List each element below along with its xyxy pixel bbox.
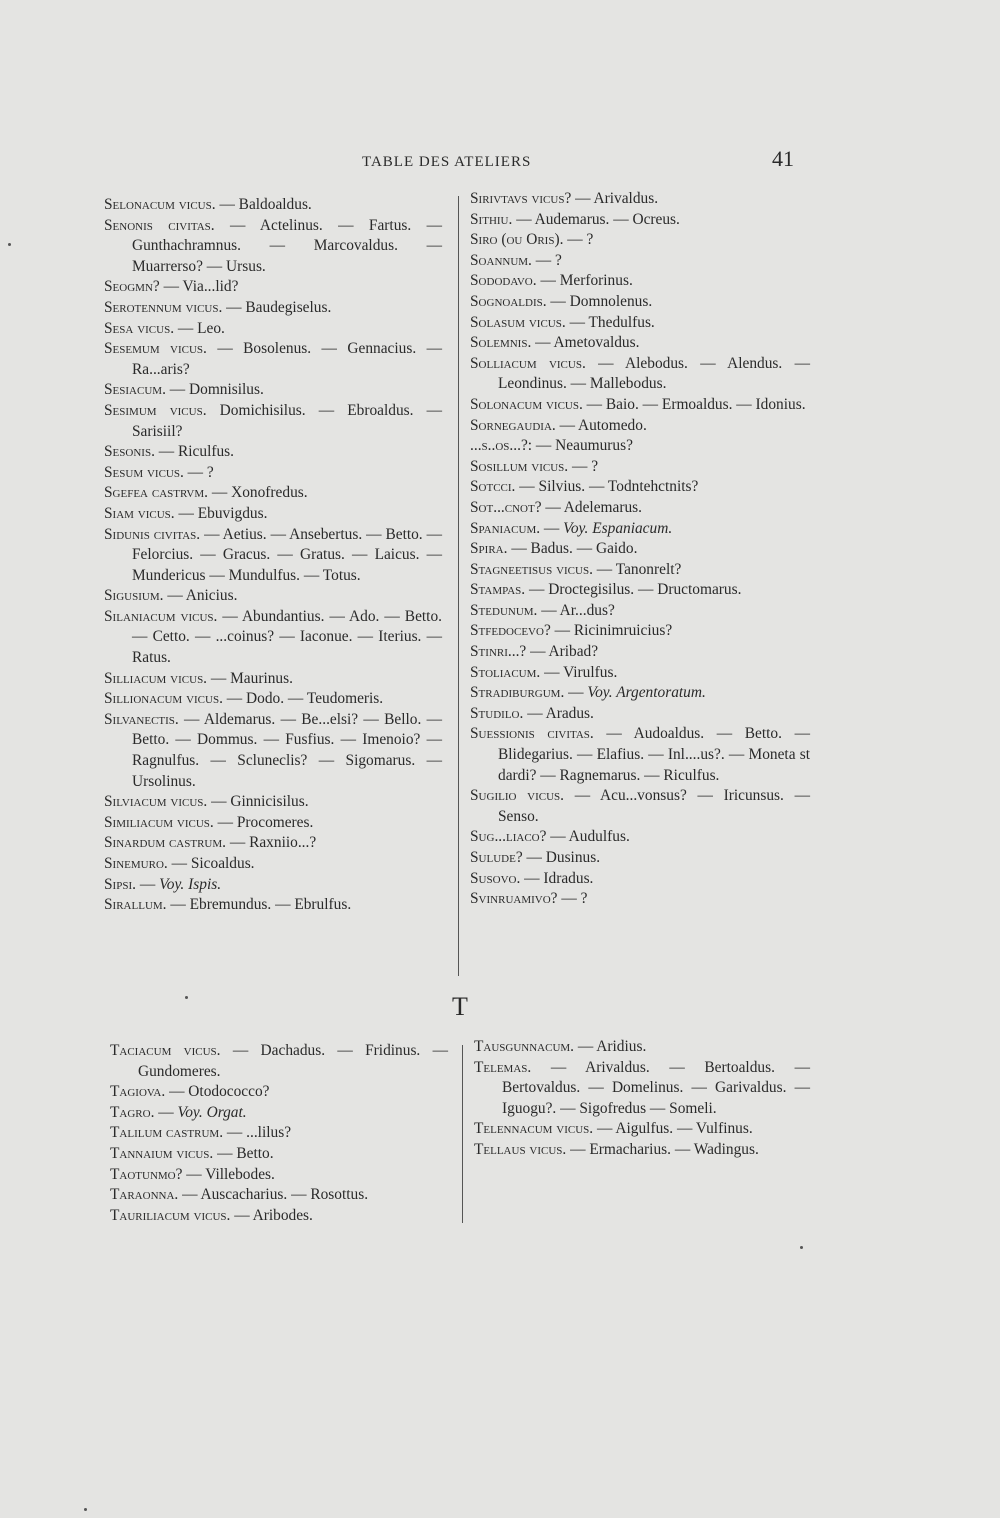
moneyer-names: — Auscacharius. — Rosottus. bbox=[178, 1186, 369, 1204]
moneyer-names: — Riculfus. bbox=[154, 443, 235, 461]
moneyer-names: — Idradus. bbox=[520, 869, 594, 887]
index-entry bbox=[104, 380, 442, 401]
cross-reference: Voy. Argentoratum. bbox=[587, 684, 706, 702]
place-name: Sulude? bbox=[470, 849, 523, 866]
moneyer-names: — Automedo. bbox=[555, 416, 647, 434]
place-name: Sesum vicus. bbox=[104, 463, 184, 481]
ink-speck bbox=[800, 1246, 803, 1249]
moneyer-names: — ? bbox=[557, 890, 588, 908]
moneyer-names: — Aldemarus. — Be...elsi? — Bello. — Betto. — Dommus. — Fusfius. — Imenoio? — Ragnulfus. — Scluneclis? — Sigomarus. — Ursolinus. bbox=[132, 710, 442, 790]
index-entry bbox=[104, 483, 442, 504]
moneyer-names: — Ebuvigdus. bbox=[174, 504, 268, 522]
moneyer-names: — bbox=[540, 519, 564, 537]
index-entry bbox=[470, 889, 810, 910]
index-entry bbox=[104, 216, 442, 278]
index-entry bbox=[470, 436, 810, 457]
moneyer-names: — Droctegisilus. — Dructomarus. bbox=[525, 581, 742, 599]
place-name: Sesa vicus. bbox=[104, 319, 175, 337]
index-entry bbox=[104, 586, 442, 607]
index-entry bbox=[470, 477, 810, 498]
column-divider bbox=[458, 196, 459, 976]
place-name: Sidunis civitas. bbox=[104, 525, 201, 543]
moneyer-names: — Merforinus. bbox=[536, 272, 633, 290]
place-name: Sithiu. bbox=[470, 210, 513, 228]
index-entry bbox=[104, 504, 442, 525]
moneyer-names: — Ricinimruicius? bbox=[550, 622, 673, 640]
moneyer-names: — Anicius. bbox=[163, 587, 238, 605]
place-name: Stoliacum. bbox=[470, 663, 541, 681]
place-name: Telemas. bbox=[474, 1058, 532, 1076]
moneyer-names: — Ametovaldus. bbox=[531, 334, 640, 352]
moneyer-names: — Maurinus. bbox=[207, 669, 293, 687]
index-entry bbox=[110, 1123, 448, 1144]
place-name: Silliacum vicus. bbox=[104, 669, 208, 687]
index-entry bbox=[470, 354, 810, 395]
index-entry bbox=[470, 560, 810, 581]
moneyer-names: — ? bbox=[531, 251, 562, 269]
moneyer-names: — Dodo. — Teudomeris. bbox=[222, 690, 384, 708]
moneyer-names: — Via...lid? bbox=[159, 278, 239, 296]
index-entry bbox=[104, 710, 442, 792]
moneyer-names: — Ginnicisilus. bbox=[207, 793, 309, 811]
index-entry bbox=[470, 189, 810, 210]
place-name: Siro (ou Oris). bbox=[470, 231, 564, 249]
index-entry bbox=[470, 621, 810, 642]
moneyer-names: — ...lilus? bbox=[223, 1124, 292, 1142]
index-entry bbox=[470, 786, 810, 827]
index-entry bbox=[470, 271, 810, 292]
moneyer-names: — Aigulfus. — Vulfinus. bbox=[593, 1120, 753, 1138]
moneyer-names: — Arivaldus. bbox=[571, 190, 659, 207]
index-entry bbox=[104, 463, 442, 484]
place-name: Susovo. bbox=[470, 869, 521, 887]
index-entry bbox=[470, 704, 810, 725]
place-name: Tauriliacum vicus. bbox=[110, 1206, 231, 1224]
place-name: Sugilio vicus. bbox=[470, 787, 565, 805]
index-entry bbox=[470, 827, 810, 848]
place-name: Silviacum vicus. bbox=[104, 793, 208, 811]
place-name: Stradiburgum. bbox=[470, 684, 565, 702]
place-name: Talilum castrum. bbox=[110, 1124, 224, 1142]
index-entry bbox=[110, 1041, 448, 1082]
index-entry bbox=[104, 195, 442, 216]
index-entry bbox=[110, 1206, 448, 1227]
moneyer-names: — Audoaldus. — Betto. — Blidegarius. — Elafius. — Inl....us?. — Moneta st dardi? — Ragnemarus. — Riculfus. bbox=[498, 725, 810, 784]
moneyer-names: — Aribad? bbox=[526, 643, 599, 661]
index-entry bbox=[110, 1144, 448, 1165]
place-name: Taciacum vicus. bbox=[110, 1042, 221, 1059]
place-name: Taraonna. bbox=[110, 1186, 179, 1204]
place-name: Soannum. bbox=[470, 251, 532, 269]
place-name: Sesimum vicus. bbox=[104, 401, 207, 419]
place-name: Sirallum. bbox=[104, 896, 167, 914]
running-header: TABLE DES ATELIERS bbox=[362, 154, 532, 170]
moneyer-names: — Villebodes. bbox=[182, 1165, 275, 1183]
place-name: Sug...liaco? bbox=[470, 828, 547, 846]
ink-speck bbox=[84, 1508, 87, 1511]
moneyer-names: — Abundantius. — Ado. — Betto. — Cetto. — ...coinus? — Iaconue. — Iterius. — Ratus. bbox=[132, 607, 442, 667]
place-name: Senonis civitas. bbox=[104, 216, 215, 234]
place-name: Sesonis. bbox=[104, 443, 155, 461]
place-name: Sgefea castrvm. bbox=[104, 484, 208, 502]
place-name: Sesemum vicus. bbox=[104, 340, 207, 358]
index-entry bbox=[104, 277, 442, 298]
moneyer-names: — Audemarus. — Ocreus. bbox=[512, 210, 680, 228]
moneyer-names: — Otodococco? bbox=[165, 1083, 270, 1101]
index-entry bbox=[474, 1119, 810, 1140]
moneyer-names: — Dusinus. bbox=[522, 849, 601, 866]
column-divider bbox=[462, 1045, 463, 1223]
moneyer-names: — Ar...dus? bbox=[537, 601, 615, 619]
t-right-column bbox=[474, 1037, 810, 1161]
place-name: Stagneetisus vicus. bbox=[470, 560, 593, 578]
place-name: Tellaus vicus. bbox=[474, 1140, 567, 1158]
index-entry bbox=[470, 333, 810, 354]
index-entry bbox=[104, 442, 442, 463]
index-entry bbox=[470, 663, 810, 684]
moneyer-names: — Thedulfus. bbox=[565, 313, 655, 331]
moneyer-names: — Badus. — Gaido. bbox=[507, 540, 638, 558]
moneyer-names: — Alebodus. — Alendus. — Leondinus. — Mallebodus. bbox=[498, 354, 810, 393]
place-name: Taotunmo? bbox=[110, 1165, 183, 1183]
moneyer-names: — Adelemarus. bbox=[541, 498, 642, 516]
page-number: 41 bbox=[772, 146, 794, 171]
place-name: Solasum vicus. bbox=[470, 313, 566, 331]
place-name: Stfedocevo? bbox=[470, 622, 551, 640]
index-entry bbox=[470, 251, 810, 272]
place-name: Stampas. bbox=[470, 581, 526, 599]
index-entry bbox=[104, 319, 442, 340]
place-name: Sesiacum. bbox=[104, 381, 166, 399]
moneyer-names: — Arivaldus. — Bertoaldus. — Bertovaldus. — Domelinus. — Garivaldus. — Iguogu?. — Sigofredus — Someli. bbox=[502, 1058, 810, 1117]
moneyer-names: — Sicoaldus. bbox=[167, 855, 255, 872]
cross-reference: Voy. Orgat. bbox=[177, 1103, 247, 1121]
place-name: Suessionis civitas. bbox=[470, 725, 594, 743]
index-entry bbox=[110, 1165, 448, 1186]
index-entry bbox=[470, 580, 810, 601]
place-name: Sinemuro. bbox=[104, 855, 168, 872]
right-column bbox=[470, 189, 810, 910]
place-name: Spaniacum. bbox=[470, 519, 541, 537]
moneyer-names: — Leo. bbox=[174, 319, 225, 337]
index-entry bbox=[104, 689, 442, 710]
place-name: Solemnis. bbox=[470, 334, 532, 352]
index-entry bbox=[110, 1082, 448, 1103]
moneyer-names: — Ermacharius. — Wadingus. bbox=[566, 1140, 759, 1158]
place-name: Sirivtavs vicus? bbox=[470, 190, 572, 207]
moneyer-names: — Aradus. bbox=[523, 704, 594, 722]
index-entry bbox=[470, 416, 810, 437]
place-name: Sognoaldis. bbox=[470, 292, 547, 310]
place-name: Tannaium vicus. bbox=[110, 1144, 214, 1162]
index-entry bbox=[470, 539, 810, 560]
place-name: Serotennum vicus. bbox=[104, 298, 223, 316]
place-name: Studilo. bbox=[470, 704, 524, 722]
index-entry bbox=[470, 683, 810, 704]
left-column bbox=[104, 195, 442, 916]
moneyer-names: — Aetius. — Ansebertus. — Betto. — Felorcius. — Gracus. — Gratus. — Laicus. — Mundericus — Mundulfus. — Totus. bbox=[132, 525, 443, 584]
moneyer-names: — Neaumurus? bbox=[532, 437, 633, 455]
moneyer-names: — Betto. bbox=[213, 1144, 274, 1162]
moneyer-names: — Silvius. — Todntehctnits? bbox=[515, 478, 699, 496]
index-entry bbox=[470, 313, 810, 334]
index-entry bbox=[470, 848, 810, 869]
index-entry bbox=[104, 669, 442, 690]
moneyer-names: — Tanonrelt? bbox=[592, 560, 682, 578]
moneyer-names: — bbox=[564, 684, 588, 702]
index-entry bbox=[470, 230, 810, 251]
index-entry bbox=[104, 607, 442, 669]
moneyer-names: — Acu...vonsus? — Iricunsus. — Senso. bbox=[498, 787, 810, 825]
index-entry bbox=[470, 724, 810, 786]
index-entry bbox=[104, 895, 442, 916]
index-entry bbox=[104, 813, 442, 834]
moneyer-names: — Bosolenus. — Gennacius. — Ra...aris? bbox=[132, 340, 442, 378]
section-letter: T bbox=[452, 992, 468, 1021]
place-name: Solonacum vicus. bbox=[470, 395, 583, 413]
index-entry bbox=[110, 1103, 448, 1124]
moneyer-names: — Procomeres. bbox=[213, 813, 314, 831]
moneyer-names: — ? bbox=[568, 457, 599, 475]
place-name: Stinri...? bbox=[470, 643, 527, 661]
moneyer-names: — bbox=[135, 875, 160, 893]
place-name: Selonacum vicus. bbox=[104, 196, 216, 213]
moneyer-names: — Domnolenus. bbox=[546, 292, 653, 310]
place-name: Tagro. bbox=[110, 1103, 155, 1121]
index-entry bbox=[470, 210, 810, 231]
moneyer-names: — Domnisilus. bbox=[165, 381, 264, 399]
cross-reference: Voy. Espaniacum. bbox=[563, 519, 673, 537]
place-name: Silaniacum vicus. bbox=[104, 607, 218, 625]
place-name: Sot...cnot? bbox=[470, 498, 542, 516]
place-name: Siam vicus. bbox=[104, 504, 175, 522]
place-name: Svinruamivo? bbox=[470, 890, 558, 908]
moneyer-names: — Actelinus. — Fartus. — Gunthachramnus. — Marcovaldus. — Muarrerso? — Ursus. bbox=[132, 216, 442, 275]
t-left-column bbox=[110, 1041, 448, 1226]
place-name: Sornegaudia. bbox=[470, 416, 556, 434]
index-entry bbox=[470, 395, 810, 416]
index-entry bbox=[470, 519, 810, 540]
place-name: Seogmn? bbox=[104, 278, 160, 296]
index-entry bbox=[470, 292, 810, 313]
moneyer-names: — Audulfus. bbox=[546, 828, 630, 846]
place-name: Silvanectis. bbox=[104, 710, 179, 728]
moneyer-names: — Virulfus. bbox=[540, 663, 618, 681]
index-entry bbox=[110, 1185, 448, 1206]
place-name: Sinardum castrum. bbox=[104, 834, 226, 852]
index-entry bbox=[474, 1140, 810, 1161]
moneyer-names: — Dachadus. — Fridinus. — Gundomeres. bbox=[138, 1042, 448, 1080]
moneyer-names: — ? bbox=[563, 231, 594, 249]
place-name: Tagiova. bbox=[110, 1083, 166, 1101]
place-name: Spira. bbox=[470, 540, 508, 558]
moneyer-names: Domichisilus. — Ebroaldus. — Sarisiil? bbox=[132, 401, 443, 440]
moneyer-names: — Ebremundus. — Ebrulfus. bbox=[166, 896, 352, 914]
place-name: ...s..os...?: bbox=[470, 437, 533, 455]
index-entry bbox=[470, 869, 810, 890]
place-name: Sigusium. bbox=[104, 587, 164, 605]
moneyer-names: — Baudegiselus. bbox=[222, 298, 332, 316]
index-entry bbox=[104, 298, 442, 319]
cross-reference: Voy. Ispis. bbox=[159, 875, 222, 893]
place-name: Sosillum vicus. bbox=[470, 457, 569, 475]
index-entry bbox=[470, 498, 810, 519]
index-entry bbox=[474, 1058, 810, 1120]
index-entry bbox=[104, 525, 442, 587]
index-entry bbox=[470, 642, 810, 663]
place-name: Similiacum vicus. bbox=[104, 813, 214, 831]
index-entry bbox=[470, 601, 810, 622]
index-entry bbox=[104, 833, 442, 854]
index-entry bbox=[104, 875, 442, 896]
index-entry bbox=[104, 854, 442, 875]
index-entry bbox=[104, 401, 442, 442]
place-name: Sododavo. bbox=[470, 272, 537, 290]
ink-speck bbox=[8, 243, 11, 246]
index-entry bbox=[104, 339, 442, 380]
place-name: Sipsi. bbox=[104, 875, 136, 893]
moneyer-names: — bbox=[154, 1103, 178, 1121]
place-name: Stedunum. bbox=[470, 601, 538, 619]
index-entry bbox=[104, 792, 442, 813]
moneyer-names: — ? bbox=[183, 463, 214, 481]
place-name: Solliacum vicus. bbox=[470, 354, 586, 372]
moneyer-names: — Xonofredus. bbox=[208, 484, 308, 502]
moneyer-names: — Raxniio...? bbox=[226, 834, 317, 852]
place-name: Sotcci. bbox=[470, 478, 516, 496]
index-entry bbox=[474, 1037, 810, 1058]
ink-speck bbox=[185, 996, 188, 999]
moneyer-names: — Baio. — Ermoaldus. — Idonius. bbox=[582, 395, 806, 413]
moneyer-names: — Aribodes. bbox=[230, 1206, 313, 1224]
place-name: Sillionacum vicus. bbox=[104, 690, 223, 708]
moneyer-names: — Baldoaldus. bbox=[215, 196, 312, 213]
place-name: Telennacum vicus. bbox=[474, 1120, 594, 1138]
index-entry bbox=[470, 457, 810, 478]
place-name: Tausgunnacum. bbox=[474, 1038, 575, 1055]
moneyer-names: — Aridius. bbox=[574, 1038, 647, 1055]
